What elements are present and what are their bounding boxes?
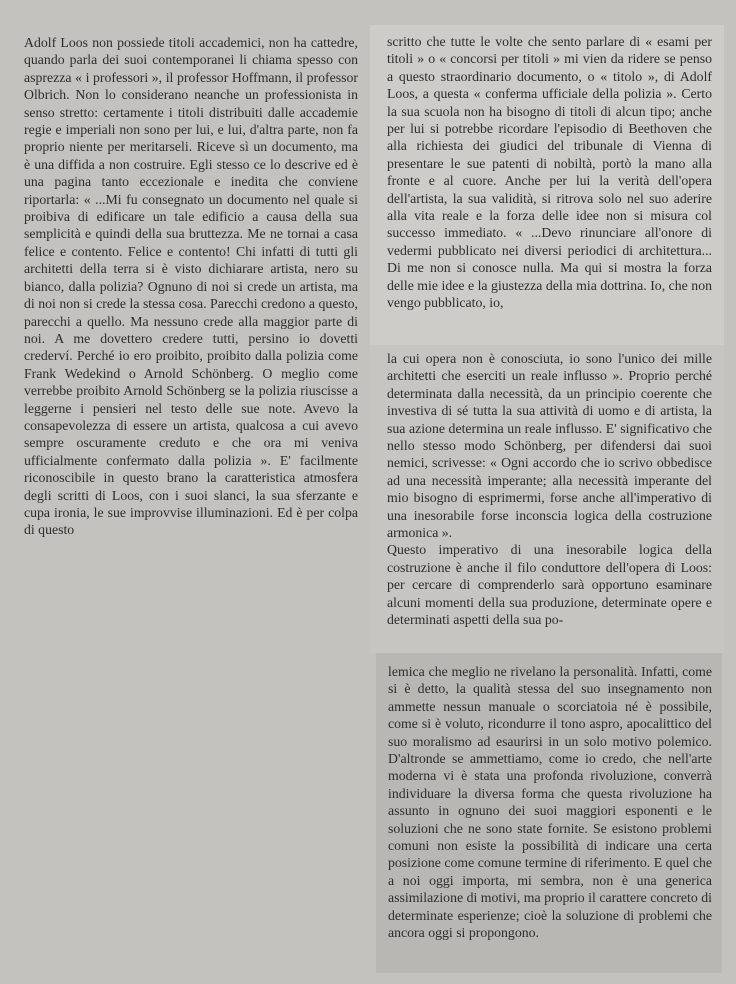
right-middle-text [387, 350, 712, 629]
right-top-clipping [370, 25, 724, 345]
left-paragraph: Adolf Loos non possiede titoli accademici, non ha cattedre, quando parla dei suoi contemporanei li chiama spesso con asprezza « i professori », il professor Hoffmann, il professor Olbrich. Non lo considerano neanche un professionista in senso stretto: certamente i titoli distribuiti dalle accademie regie e imperiali non sono per lui, e lui, d'altra parte, non fa proprio niente per meritarseli. Riceve sì un documento, ma è una diffida a non costruire. Egli stesso ce lo descrive ed è una pagina tanto eccezionale e inedita che conviene riportarla: « ...Mi fu consegnato un documento nel quale si proibiva di edificare un tale edificio a causa della sua semplicità e quindi della sua bruttezza. Me ne tornai a casa felice e contento. Felice e contento! Chi infatti di tutti gli architetti della terra si è visto dichiarare artista, nero su bianco, dalla polizia? Ognuno di noi si crede un artista, ma di noi non si crede la stessa cosa. Parecchi credono a questo, parecchi a quello. Ma nessuno crede alla maggior parte di noi. A me dovettero credere tutti, persino io dovetti crederví. Perché io ero proibito, proibito dalla polizia come Frank Wedekind o Arnold Schönberg. O meglio come verrebbe proibito Arnold Schönberg se la polizia riuscisse a leggerne i pensieri nel testo delle sue note. Avevo la consapevolezza di essere un artista, qualcosa a cui avevo sempre oscuramente creduto e che ora mi veniva ufficialmente confermato dalla polizia ». E' facilmente riconoscibile in questo brano la caratteristica atmosfera degli scritti di Loos, con i suoi slanci, la sua sferzante e cupa ironia, le sue improvvise illuminazioni. Ed è per colpa di questo [24, 35, 358, 538]
right-top-text [387, 33, 712, 312]
right-bottom-text [388, 663, 712, 942]
right-bottom-clipping [376, 653, 722, 973]
right-middle-clipping [370, 345, 724, 653]
left-text-column [24, 34, 358, 539]
right-middle-paragraph-1: la cui opera non è conosciuta, io sono l'unico dei mille architetti che eserciti un reale influsso ». Proprio perché determinata dalla necessità, da un principio coerente che investiva di sé tutta la sua attività di uomo e di artista, la sua azione determina un reale influsso. E' significativo che nello stesso modo Schönberg, per difendersi dai suoi nemici, scrivesse: « Ogni accordo che io scrivo obbedisce ad una necessità imperante; alla necessità imperante del mio bisogno di esprimermi, forse anche all'imperativo di una inesorabile forse inconscia logica della costruzione armonica ». [387, 351, 712, 541]
right-bottom-paragraph: lemica che meglio ne rivelano la personalità. Infatti, come si è detto, la qualità stessa del suo insegnamento non ammette nessun manuale o scorciatoia né è possibile, come si è voluto, ricondurre il tono aspro, apocalittico del suo moralismo ad esaurirsi in un solo motivo polemico. D'altronde se ammettiamo, come io credo, che nell'arte moderna vi è stata una profonda rivoluzione, converrà individuare la diversa forma che questa rivoluzione ha assunto in ognuno dei suoi maggiori esponenti e le soluzioni che ne sono state fornite. Se esistono problemi comuni non esiste la possibilità di indicare una certa posizione come comune termine di riferimento. E quel che a noi oggi importa, mi sembra, non è una generica assimilazione di motivi, ma proprio il carattere concreto di determinate esperienze; cioè la soluzione di problemi che ancora oggi si propongono. [388, 664, 712, 941]
right-middle-paragraph-2: Questo imperativo di una inesorabile logica della costruzione è anche il filo conduttore dell'opera di Loos: per cercare di comprenderlo sarà opportuno esaminare alcuni momenti della sua produzione, determinate opere e determinati aspetti della sua po- [387, 542, 712, 628]
right-top-paragraph: scritto che tutte le volte che sento parlare di « esami per titoli » o « concorsi per titoli » mi vien da ridere se penso a questo straordinario documento, o « titolo », di Adolf Loos, a questa « conferma ufficiale della polizia ». Certo la sua scuola non ha bisogno di titoli di alcun tipo; anche per lui si potrebbe ricordare l'episodio di Beethoven che alla richiesta dei giudici del tribunale di Vienna di presentare le sue patenti di nobiltà, portò la mano alla fronte e al cuore. Anche per lui la verità dell'opera dell'artista, la sua validità, si ritrova solo nel suo aderire alla vita reale e la forza delle idee non si misura col successo immediato. « ...Devo rinunciare all'onore di vedermi pubblicato nei diversi periodici di architettura... Di me non si conosce nulla. Ma qui si mostra la forza delle mie idee e la giustezza della mia dottrina. Io, che non vengo pubblicato, io, [387, 34, 712, 311]
